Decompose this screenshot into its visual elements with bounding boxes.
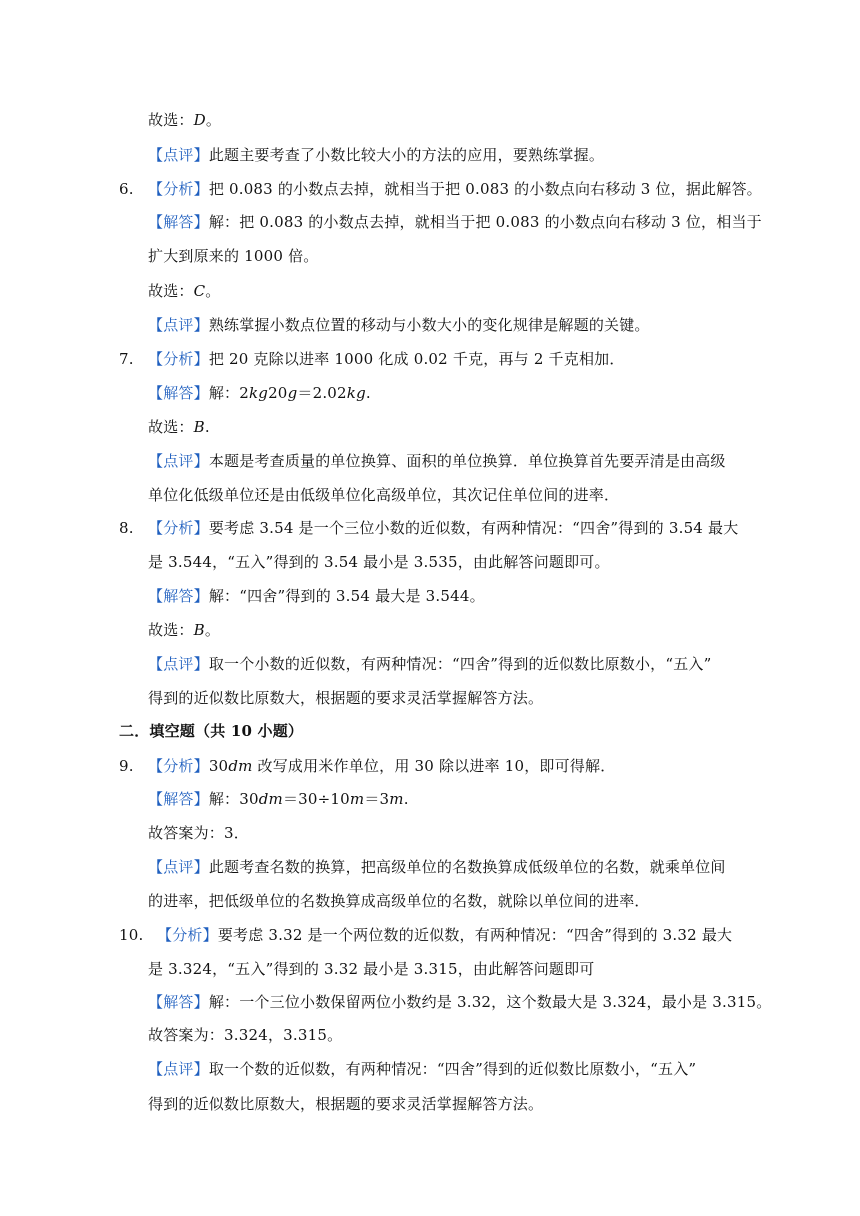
comment-tag: 【点评】: [148, 1060, 209, 1078]
comment-text: 此题考查名数的换算，把高级单位的名数换算成低级单位的名数，就乘单位间: [208, 858, 726, 876]
q5-choice: [148, 110, 221, 130]
q6-comment: [148, 315, 650, 335]
answer-text: 解：把 0.083 的小数点去掉，就相当于把 0.083 的小数点向右移动 3 位，相当于: [208, 213, 762, 231]
question-number: 7.: [119, 350, 134, 368]
answer-tag: 【解答】: [148, 790, 209, 808]
comment-tag: 【点评】: [148, 858, 209, 876]
section-title: 二．填空题（共 10 小题）: [119, 722, 304, 740]
unit-var: m: [389, 790, 404, 808]
question-number: 10.: [119, 926, 144, 944]
choice-suffix: .: [204, 418, 210, 436]
choice-prefix: 故选：: [148, 621, 194, 639]
q7-analysis: [119, 349, 625, 369]
q8-comment-line1: [148, 654, 712, 674]
answer-part: .: [403, 790, 409, 808]
q10-result: 故答案为：3.324，3.315。: [148, 1026, 343, 1044]
answer-part: 解：30: [208, 790, 259, 808]
comment-tag: 【点评】: [148, 146, 209, 164]
unit-var: kg: [346, 384, 366, 402]
answer-part: ＝3: [364, 790, 390, 808]
choice-letter: B: [193, 621, 205, 639]
q10-analysis-line2: 是 3.324，“五入”得到的 3.32 最小是 3.315，由此解答问题即可: [148, 960, 595, 978]
choice-prefix: 故选：: [148, 111, 194, 129]
q9-comment-line2: 的进率，把低级单位的名数换算成高级单位的名数，就除以单位间的进率．: [148, 892, 650, 910]
choice-prefix: 故选：: [148, 282, 194, 300]
answer-tag: 【解答】: [148, 587, 209, 605]
q10-comment-line1: [148, 1059, 696, 1079]
comment-text: 取一个小数的近似数，有两种情况：“四舍”得到的近似数比原数小，“五入”: [208, 655, 712, 673]
analysis-tag: 【分析】: [148, 757, 209, 775]
analysis-tag: 【分析】: [148, 350, 209, 368]
q8-comment-line2: 得到的近似数比原数大，根据题的要求灵活掌握解答方法。: [148, 689, 544, 707]
unit-var: kg: [248, 384, 269, 402]
comment-tag: 【点评】: [148, 655, 209, 673]
question-number: 8.: [119, 519, 134, 537]
answer-tag: 【解答】: [148, 993, 209, 1011]
choice-suffix: 。: [204, 621, 221, 639]
unit-var: m: [349, 790, 365, 808]
analysis-part: 30: [208, 757, 229, 775]
analysis-tag: 【分析】: [148, 519, 209, 537]
analysis-part: 改写成用米作单位，用 30 除以进率 10，即可得解．: [252, 757, 616, 775]
q7-answer: [148, 383, 371, 403]
answer-tag: 【解答】: [148, 213, 209, 231]
answer-part: .: [365, 384, 371, 402]
answer-text: 解：一个三位小数保留两位小数约是 3.32，这个数最大是 3.324，最小是 3.315。: [208, 993, 772, 1011]
q10-answer: [148, 992, 771, 1012]
choice-suffix: 。: [205, 111, 222, 129]
q8-analysis-line1: [119, 518, 738, 538]
q8-answer: [148, 586, 485, 606]
q10-comment-line2: 得到的近似数比原数大，根据题的要求灵活掌握解答方法。: [148, 1095, 544, 1113]
choice-letter: C: [193, 282, 206, 300]
analysis-tag: 【分析】: [148, 180, 209, 198]
q9-comment-line1: [148, 857, 726, 877]
analysis-text: 把 20 克除以进率 1000 化成 0.02 千克，再与 2 千克相加．: [208, 350, 625, 368]
unit-var: g: [287, 384, 298, 402]
comment-tag: 【点评】: [148, 452, 209, 470]
q9-result: 故答案为：3．: [148, 824, 249, 842]
q6-choice: [148, 281, 221, 301]
comment-text: 此题主要考查了小数比较大小的方法的应用，要熟练掌握。: [208, 146, 605, 164]
q7-comment-line1: [148, 451, 726, 471]
analysis-text: 要考虑 3.32 是一个两位数的近似数，有两种情况：“四舍”得到的 3.32 最大: [217, 926, 733, 944]
q9-analysis: [119, 756, 615, 776]
answer-part: 解：2: [208, 384, 249, 402]
unit-var: dm: [258, 790, 283, 808]
choice-letter: B: [193, 418, 205, 436]
answer-text: 解：“四舍”得到的 3.54 最大是 3.544。: [208, 587, 485, 605]
q6-answer-line2: 扩大到原来的 1000 倍。: [148, 247, 319, 265]
unit-var: dm: [228, 757, 253, 775]
comment-text: 取一个数的近似数，有两种情况：“四舍”得到的近似数比原数小，“五入”: [208, 1060, 697, 1078]
analysis-text: 要考虑 3.54 是一个三位小数的近似数，有两种情况：“四舍”得到的 3.54 最大: [208, 519, 739, 537]
choice-prefix: 故选：: [148, 418, 194, 436]
comment-tag: 【点评】: [148, 316, 209, 334]
analysis-text: 把 0.083 的小数点去掉，就相当于把 0.083 的小数点向右移动 3 位，据此解答。: [208, 180, 762, 198]
q5-comment: [148, 145, 604, 165]
q8-analysis-line2: 是 3.544，“五入”得到的 3.54 最小是 3.535，由此解答问题即可。: [148, 553, 610, 571]
question-number: 6.: [119, 180, 134, 198]
q7-choice: [148, 417, 210, 437]
answer-part: ＝2.02: [297, 384, 347, 402]
answer-part: ＝30÷10: [282, 790, 350, 808]
q6-answer-line1: [148, 212, 762, 232]
q10-analysis-line1: [119, 925, 732, 945]
answer-tag: 【解答】: [148, 384, 209, 402]
comment-text: 本题是考查质量的单位换算、面积的单位换算．单位换算首先要弄清是由高级: [208, 452, 726, 470]
choice-letter: D: [193, 111, 206, 129]
analysis-tag: 【分析】: [157, 926, 218, 944]
q6-analysis: [119, 179, 762, 199]
question-number: 9.: [119, 757, 134, 775]
choice-suffix: 。: [205, 282, 221, 300]
q9-answer: [148, 789, 409, 809]
q8-choice: [148, 620, 220, 640]
q7-comment-line2: 单位化低级单位还是由低级单位化高级单位，其次记住单位间的进率．: [148, 486, 620, 504]
answer-part: 20: [268, 384, 288, 402]
comment-text: 熟练掌握小数点位置的移动与小数大小的变化规律是解题的关键。: [208, 316, 650, 334]
